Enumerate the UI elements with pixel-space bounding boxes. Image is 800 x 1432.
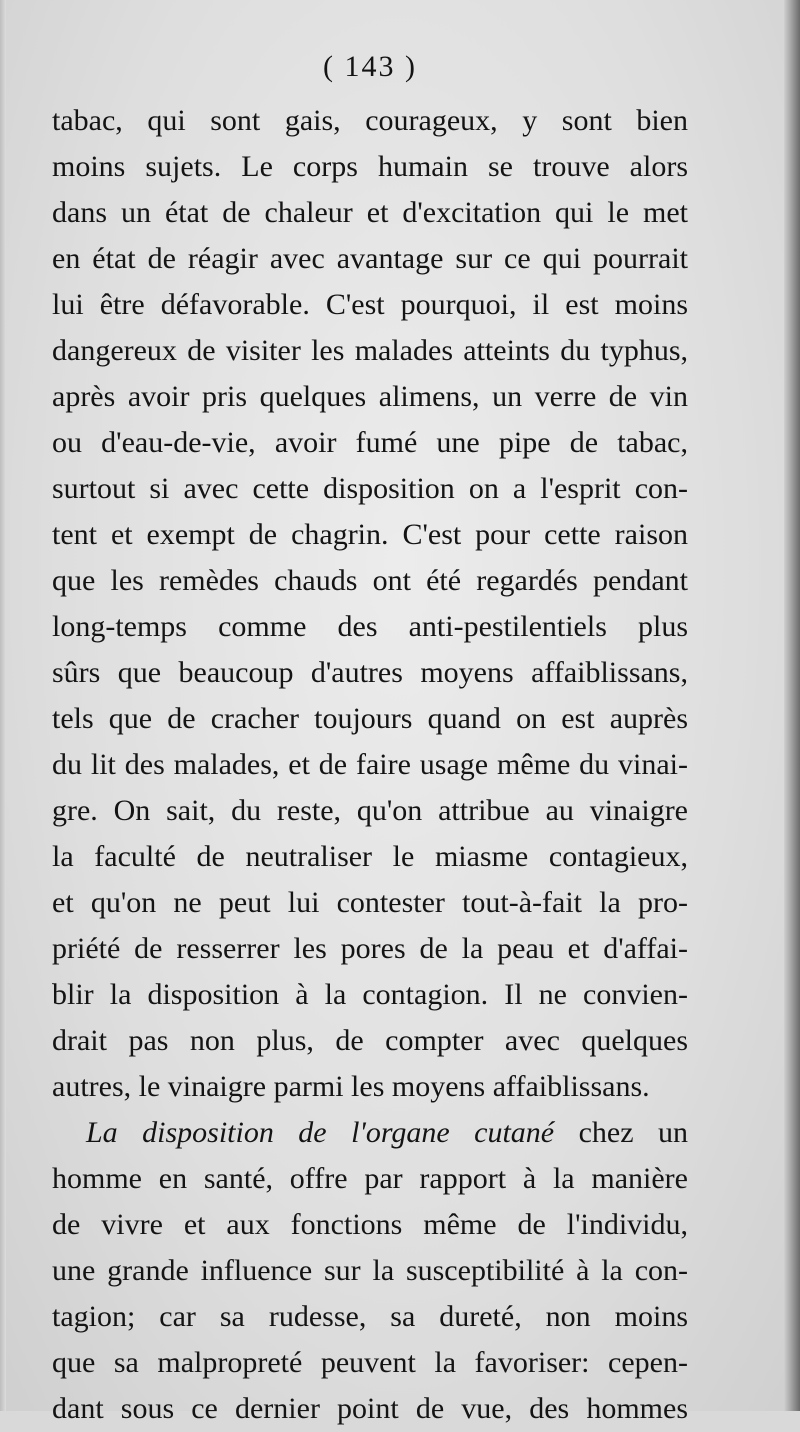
body-text bbox=[52, 98, 688, 1432]
text-line: après avoir pris quelques alimens, un verre de vin bbox=[52, 380, 688, 413]
text-line: tent et exempt de chagrin. C'est pour cette raison bbox=[52, 518, 688, 551]
text-line: en état de réagir avec avantage sur ce qui pourrait bbox=[52, 242, 688, 275]
text-line: du lit des malades, et de faire usage même du vinai- bbox=[52, 748, 688, 781]
text-line: sûrs que beaucoup d'autres moyens affaiblissans, bbox=[52, 656, 688, 689]
text-line: dans un état de chaleur et d'excitation qui le met bbox=[52, 196, 688, 229]
italic-phrase: La disposition de l'organe cutané bbox=[86, 1116, 555, 1149]
text-line: blir la disposition à la contagion. Il ne convien- bbox=[52, 978, 688, 1011]
text-line: priété de resserrer les pores de la peau et d'affai- bbox=[52, 932, 688, 965]
text-line: lui être défavorable. C'est pourquoi, il est moins bbox=[52, 288, 688, 321]
text-line: dangereux de visiter les malades atteints du typhus, bbox=[52, 334, 688, 367]
text-line: drait pas non plus, de compter avec quelques bbox=[52, 1024, 688, 1057]
text-line: long-temps comme des anti-pestilentiels plus bbox=[52, 610, 688, 643]
text-line: une grande influence sur la susceptibilité à la con- bbox=[52, 1254, 688, 1287]
page-number: ( 143 ) bbox=[323, 50, 417, 83]
paragraph-2 bbox=[52, 1110, 688, 1432]
page-left-edge bbox=[0, 0, 6, 1411]
text-line: autres, le vinaigre parmi les moyens affaiblissans. bbox=[52, 1070, 650, 1103]
text-line: ou d'eau-de-vie, avoir fumé une pipe de tabac, bbox=[52, 426, 688, 459]
line-rest: chez un bbox=[554, 1116, 688, 1149]
text-line: la faculté de neutraliser le miasme contagieux, bbox=[52, 840, 688, 873]
text-line: tabac, qui sont gais, courageux, y sont bien bbox=[52, 104, 688, 137]
text-line: dant sous ce dernier point de vue, des hommes bbox=[52, 1392, 688, 1425]
text-line: tels que de cracher toujours quand on est auprès bbox=[52, 702, 688, 735]
text-line: que les remèdes chauds ont été regardés pendant bbox=[52, 564, 688, 597]
text-line: moins sujets. Le corps humain se trouve alors bbox=[52, 150, 688, 183]
text-line: de vivre et aux fonctions même de l'individu, bbox=[52, 1208, 688, 1241]
text-line: gre. On sait, du reste, qu'on attribue au vinaigre bbox=[52, 794, 688, 827]
text-line: homme en santé, offre par rapport à la manière bbox=[52, 1162, 688, 1195]
text-line: et qu'on ne peut lui contester tout-à-fait la pro- bbox=[52, 886, 688, 919]
text-line-first bbox=[52, 1110, 688, 1156]
text-line: tagion; car sa rudesse, sa dureté, non moins bbox=[52, 1300, 688, 1333]
text-line: que sa malpropreté peuvent la favoriser: cepen- bbox=[52, 1346, 688, 1379]
page-right-edge-shadow bbox=[784, 0, 800, 1411]
text-line: surtout si avec cette disposition on a l'esprit con- bbox=[52, 472, 688, 505]
paragraph-1 bbox=[52, 98, 688, 1110]
